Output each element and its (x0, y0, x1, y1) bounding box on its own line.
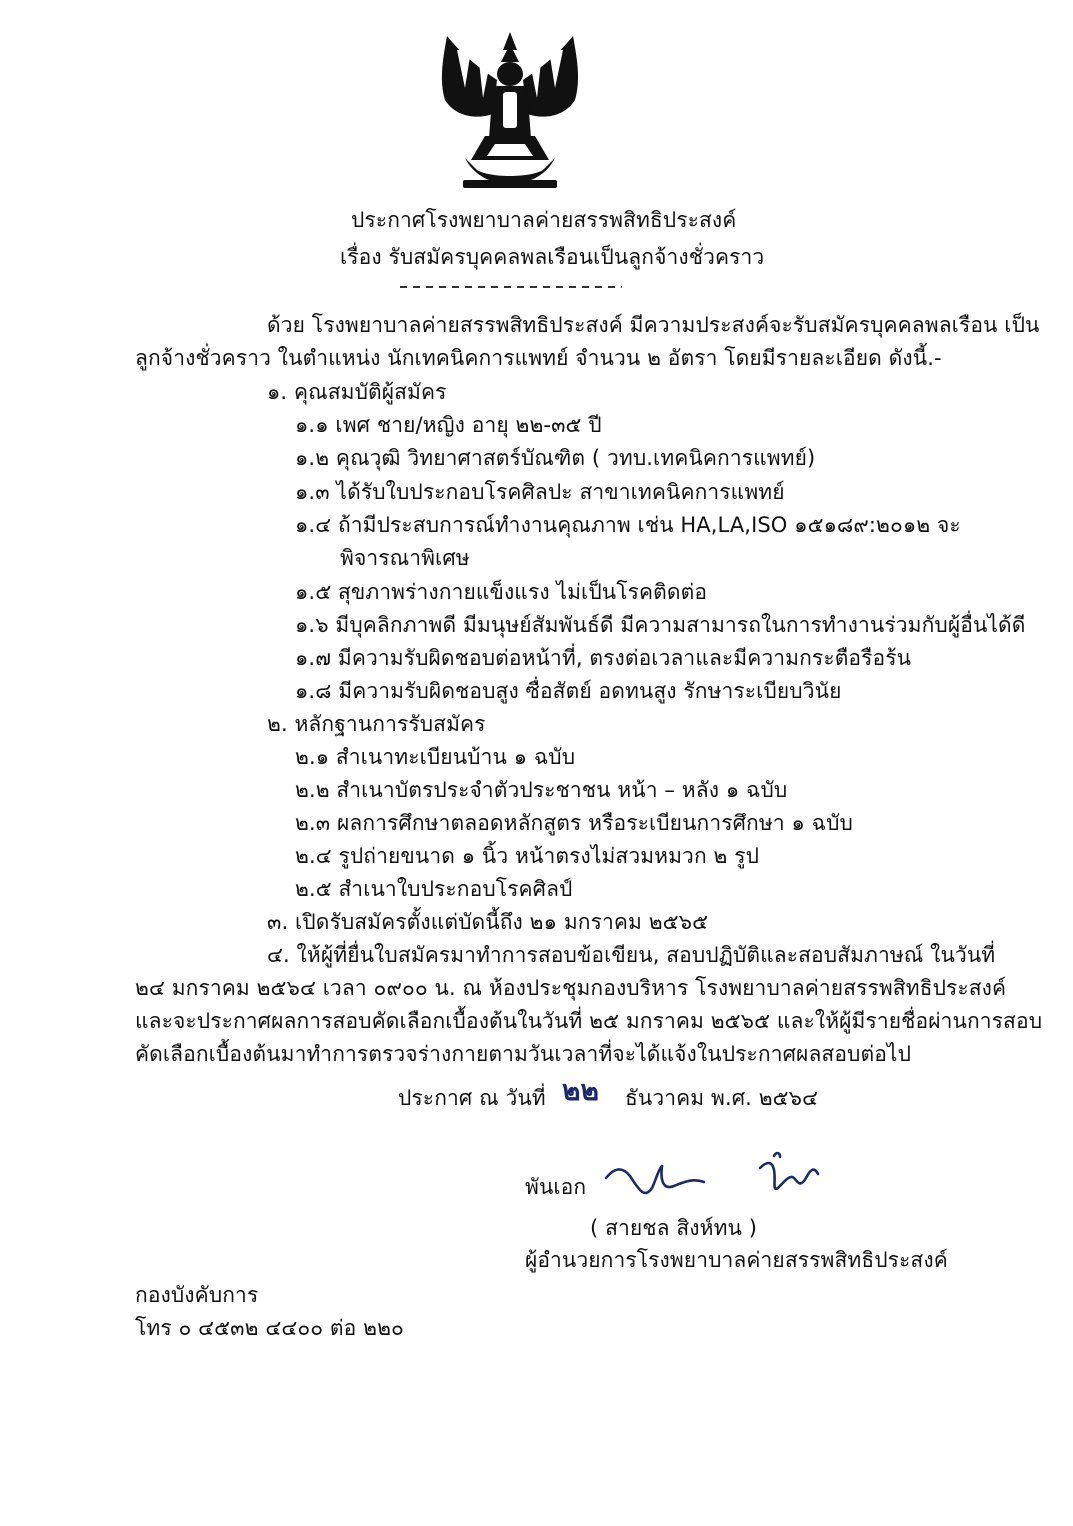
section-1-item: ๑.๑ เพศ ชาย/หญิง อายุ ๒๒-๓๕ ปี (295, 413, 602, 437)
intro-line-2: ลูกจ้างชั่วคราว ในตำแหน่ง นักเทคนิคการแพทย์ จำนวน ๒ อัตรา โดยมีรายละเอียด ดังนี้.- (135, 346, 942, 370)
title-divider (400, 283, 622, 291)
section-2-item: ๒.๑ สำเนาทะเบียนบ้าน ๑ ฉบับ (295, 745, 576, 769)
announce-month-year: ธันวาคม พ.ศ. ๒๕๖๔ (625, 1086, 819, 1110)
section-2-item: ๒.๓ ผลการศึกษาตลอดหลักสูตร หรือระเบียนการศึกษา ๑ ฉบับ (295, 811, 853, 835)
announcement-subject: เรื่อง รับสมัครบุคคลพลเรือนเป็นลูกจ้างชั่วคราว (340, 245, 765, 269)
section-2-item: ๒.๔ รูปถ่ายขนาด ๑ นิ้ว หน้าตรงไม่สวมหมวก ๒ รูป (295, 844, 760, 868)
section-1-item: ๑.๒ คุณวุฒิ วิทยาศาสตร์บัณฑิต ( วทบ.เทคนิคการแพทย์) (295, 446, 816, 470)
section-4-line-4: คัดเลือกเบื้องต้นมาทำการตรวจร่างกายตามวันเวลาที่จะได้แจ้งในประกาศผลสอบต่อไป (135, 1042, 912, 1066)
section-1-item-continuation: พิจารณาพิเศษ (340, 546, 470, 570)
intro-line-1: ด้วย โรงพยาบาลค่ายสรรพสิทธิประสงค์ มีความประสงค์จะรับสมัครบุคคลพลเรือน เป็น (267, 313, 1040, 337)
section-4-line-2: ๒๔ มกราคม ๒๕๖๔ เวลา ๐๙๐๐ น. ณ ห้องประชุมกองบริหาร โรงพยาบาลค่ายสรรพสิทธิประสงค์ (135, 976, 1007, 1000)
section-1-heading: ๑. คุณสมบัติผู้สมัคร (267, 380, 447, 404)
announcement-title: ประกาศโรงพยาบาลค่ายสรรพสิทธิประสงค์ (351, 208, 737, 232)
footer-phone: โทร ๐ ๔๕๓๒ ๔๔๐๐ ต่อ ๒๒๐ (135, 1316, 404, 1340)
section-1-item: ๑.๖ มีบุคลิกภาพดี มีมนุษย์สัมพันธ์ดี มีความสามารถในการทำงานร่วมกับผู้อื่นได้ดี (295, 613, 1026, 637)
section-2-item: ๒.๕ สำเนาใบประกอบโรคศิลป์ (295, 877, 573, 901)
signer-position: ผู้อำนวยการโรงพยาบาลค่ายสรรพสิทธิประสงค์ (525, 1248, 948, 1272)
section-3-text: ๓. เปิดรับสมัครตั้งแต่บัดนี้ถึง ๒๑ มกราคม ๒๕๖๕ (267, 910, 709, 934)
section-2-item: ๒.๒ สำเนาบัตรประจำตัวประชาชน หน้า – หลัง ๑ ฉบับ (295, 778, 788, 802)
section-4-line-1: ๔. ให้ผู้ที่ยื่นใบสมัครมาทำการสอบข้อเขียน, สอบปฏิบัติและสอบสัมภาษณ์ ในวันที่ (267, 943, 996, 967)
announce-day-handwritten: ๒๒ (562, 1074, 600, 1107)
section-1-item: ๑.๘ มีความรับผิดชอบสูง ซื่อสัตย์ อดทนสูง รักษาระเบียบวินัย (295, 679, 842, 703)
announce-prefix: ประกาศ ณ วันที่ (398, 1086, 546, 1110)
section-1-item: ๑.๔ ถ้ามีประสบการณ์ทำงานคุณภาพ เช่น HA,LA,ISO ๑๕๑๘๙:๒๐๑๒ จะ (295, 513, 961, 537)
garuda-emblem-icon (425, 28, 595, 196)
section-1-item: ๑.๓ ได้รับใบประกอบโรคศิลปะ สาขาเทคนิคการแพทย์ (295, 480, 785, 504)
handwritten-signature-icon (600, 1148, 830, 1208)
signer-rank: พันเอก (525, 1175, 587, 1199)
section-2-heading: ๒. หลักฐานการรับสมัคร (267, 712, 486, 736)
section-1-item: ๑.๕ สุขภาพร่างกายแข็งแรง ไม่เป็นโรคติดต่อ (295, 580, 708, 604)
signer-name: ( สายชล สิงห์ทน ) (590, 1216, 758, 1240)
footer-department: กองบังคับการ (135, 1283, 259, 1307)
section-1-item: ๑.๗ มีความรับผิดชอบต่อหน้าที่, ตรงต่อเวลาและมีความกระตือรือร้น (295, 646, 912, 670)
section-4-line-3: และจะประกาศผลการสอบคัดเลือกเบื้องต้นในวันที่ ๒๕ มกราคม ๒๕๖๕ และให้ผู้มีรายชื่อผ่านการสอบ (135, 1009, 1043, 1033)
